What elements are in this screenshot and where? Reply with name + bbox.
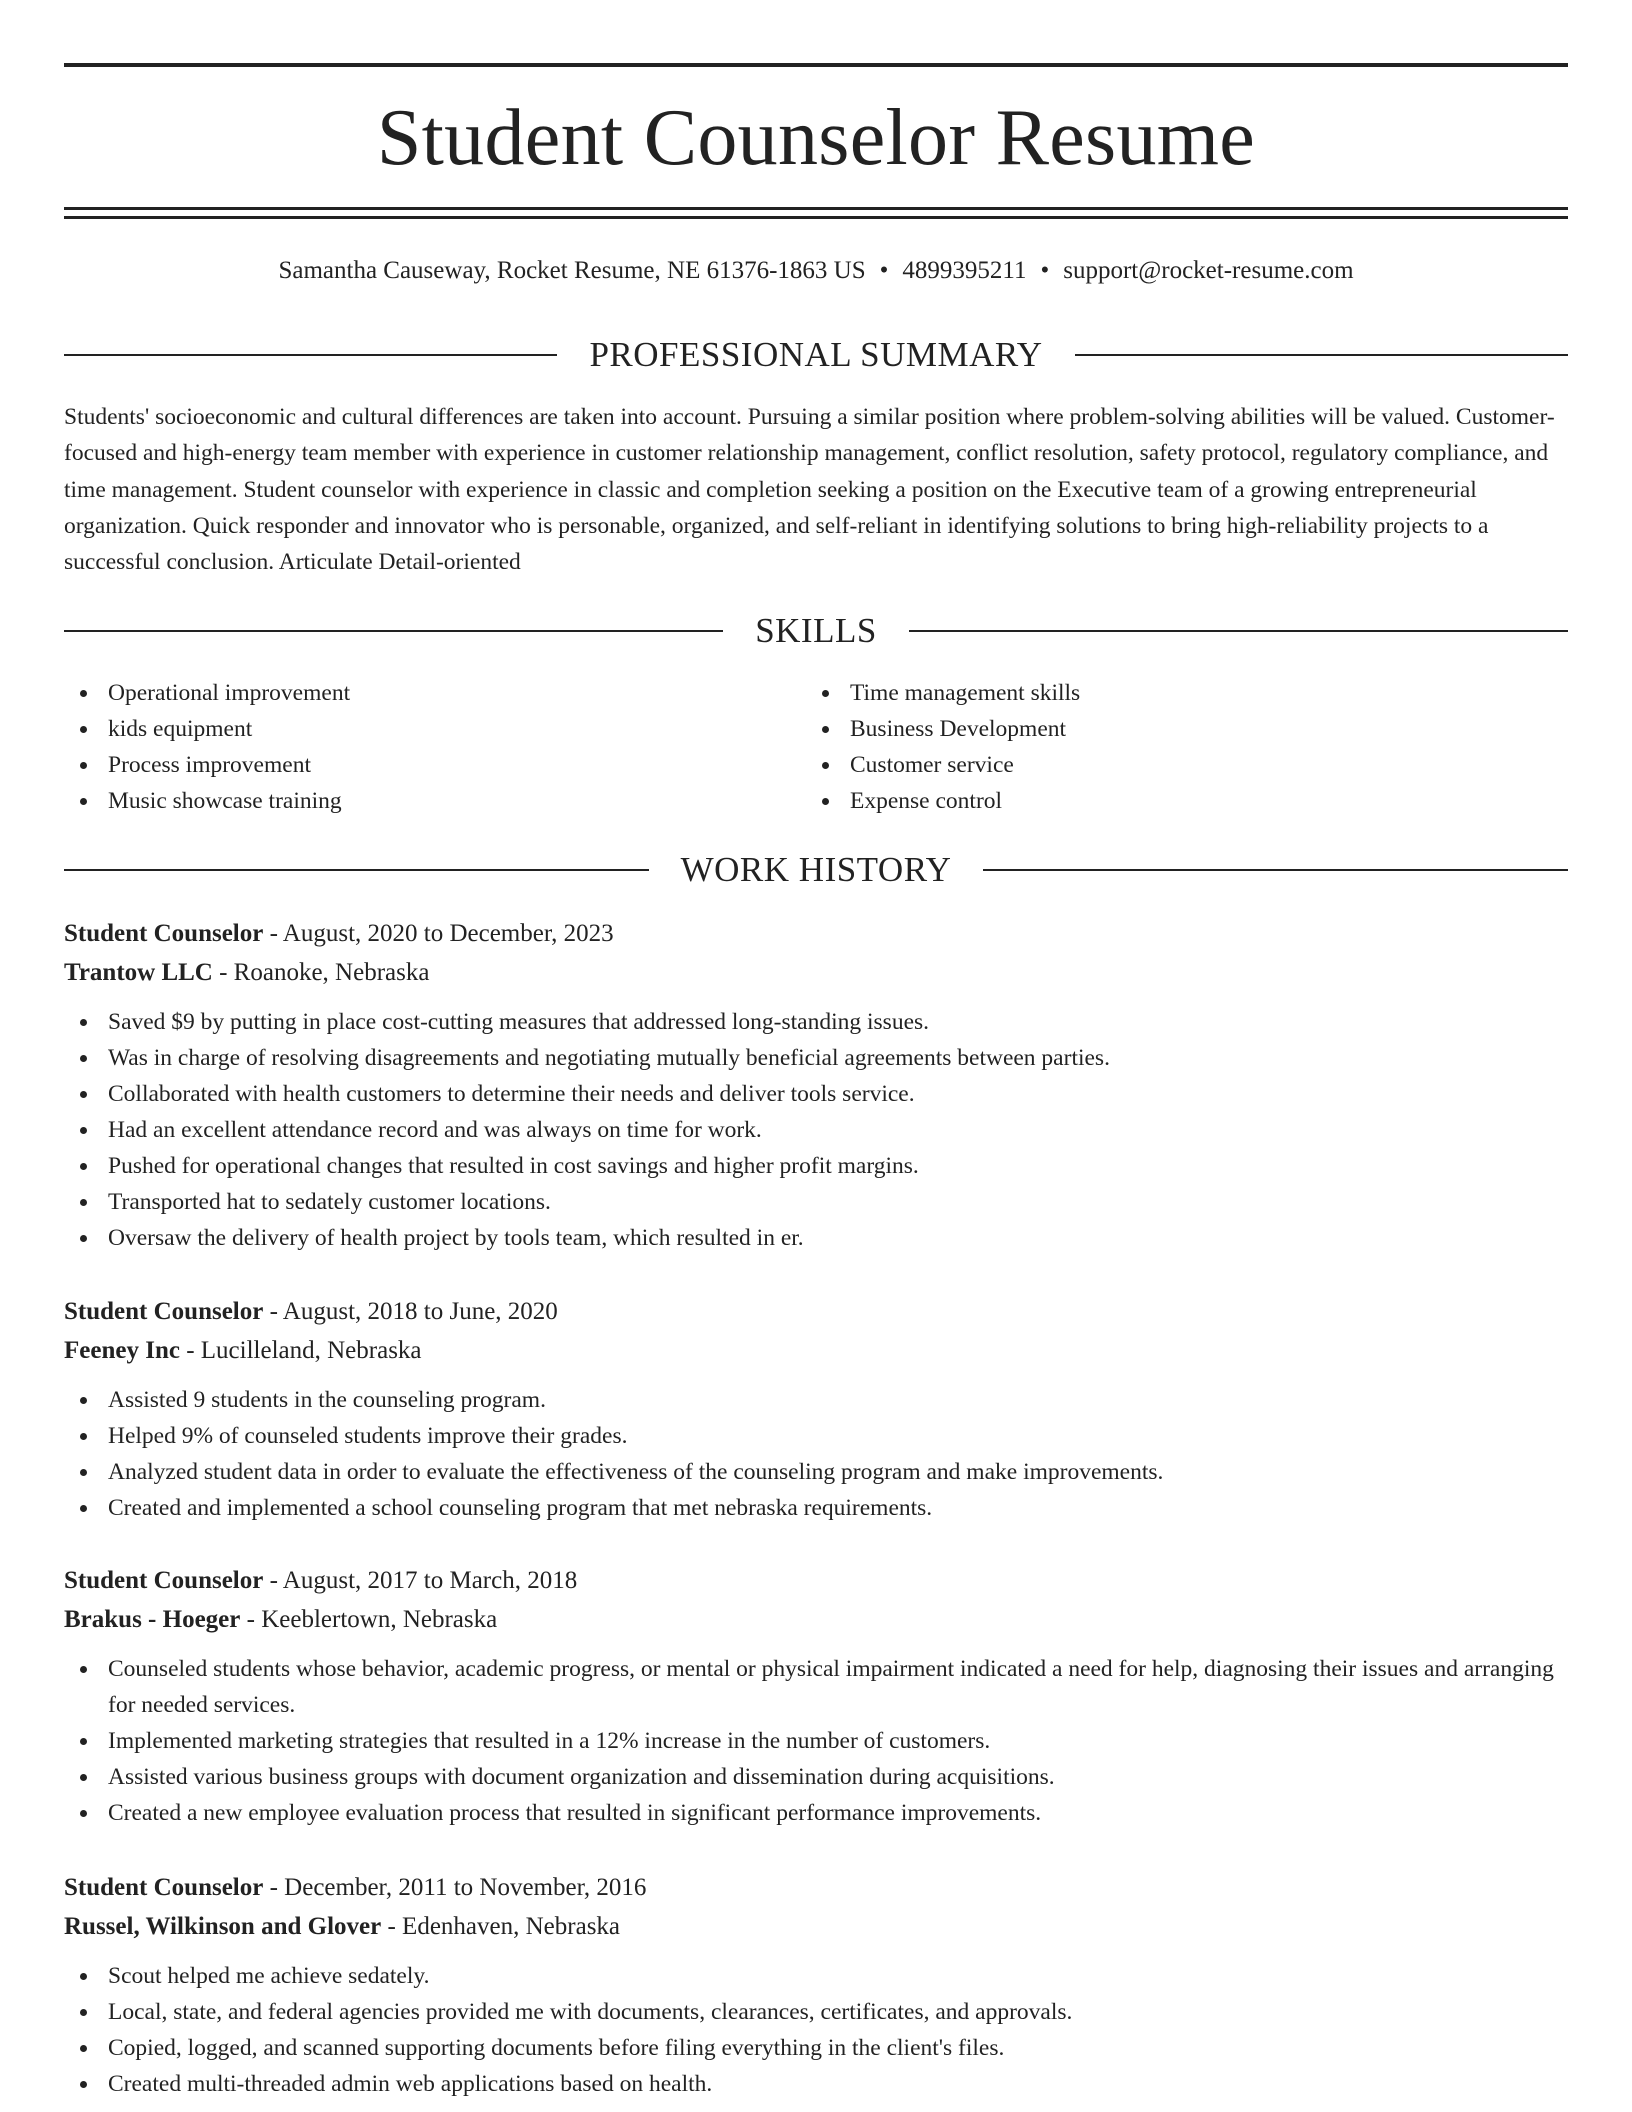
job-bullet: Implemented marketing strategies that resulted in a 12% increase in the number of customers. (64, 1723, 1568, 1759)
job-entry (64, 1868, 1568, 2102)
job-bullet: Collaborated with health customers to determine their needs and deliver tools service. (64, 1076, 1568, 1112)
job-bullet: Helped 9% of counseled students improve their grades. (64, 1418, 1568, 1454)
contact-phone: 4899395211 (902, 257, 1027, 284)
job-company: Brakus - Hoeger (64, 1606, 241, 1633)
section-rule (64, 354, 557, 356)
job-bullet: Assisted various business groups with document organization and dissemination during acquisitions. (64, 1759, 1568, 1795)
job-entry (64, 1292, 1568, 1526)
skill-item: Operational improvement (64, 675, 764, 711)
job-entry (64, 914, 1568, 1256)
job-title: Student Counselor (64, 1567, 264, 1594)
job-location: - Keeblertown, Nebraska (240, 1606, 498, 1633)
job-bullet: Was in charge of resolving disagreements and negotiating mutually beneficial agreements between parties. (64, 1040, 1568, 1076)
job-entry (64, 1561, 1568, 1831)
job-dates: - August, 2018 to June, 2020 (263, 1298, 558, 1325)
skill-item: Music showcase training (64, 783, 764, 819)
job-company: Feeney Inc (64, 1337, 180, 1364)
job-title-row (64, 1292, 1568, 1331)
job-bullet: Had an excellent attendance record and was always on time for work. (64, 1112, 1568, 1148)
section-rule (64, 869, 649, 871)
job-bullet: Created a new employee evaluation process that resulted in significant performance improvements. (64, 1795, 1568, 1831)
job-bullet: Copied, logged, and scanned supporting documents before filing everything in the client's files. (64, 2030, 1568, 2066)
job-bullet: Pushed for operational changes that resulted in cost savings and higher profit margins. (64, 1148, 1568, 1184)
job-dates: - August, 2017 to March, 2018 (263, 1567, 578, 1594)
skills-column-right (806, 675, 1506, 819)
job-bullets (64, 1004, 1568, 1256)
section-header-skills (64, 611, 1568, 651)
skills-column-left (64, 675, 764, 819)
job-location: - Lucilleland, Nebraska (179, 1337, 422, 1364)
section-rule (909, 630, 1568, 632)
skill-item: Business Development (806, 711, 1506, 747)
contact-address: Samantha Causeway, Rocket Resume, NE 61376-1863 US (278, 257, 866, 284)
job-company-row (64, 1600, 1568, 1639)
contact-email: support@rocket-resume.com (1063, 257, 1354, 284)
job-bullet: Counseled students whose behavior, academic progress, or mental or physical impairment indicated a need for help, diagnosing their issues and arranging for needed services. (64, 1651, 1568, 1723)
job-bullet: Scout helped me achieve sedately. (64, 1958, 1568, 1994)
contact-line (64, 254, 1568, 288)
section-rule (64, 630, 723, 632)
job-bullets (64, 1382, 1568, 1526)
skill-item: kids equipment (64, 711, 764, 747)
summary-text: Students' socioeconomic and cultural differences are taken into account. Pursuing a similar position where problem-solving abilities will be valued. Customer-focused and high-energy team member with experience in customer relationship management, conflict resolution, safety protocol, regulatory compliance, and time management. Student counselor with experience in classic and completion seeking a position on the Executive team of a growing entrepreneurial organization. Quick responder and innovator who is personable, organized, and self-reliant in identifying solutions to bring high-reliability projects to a successful conclusion. Articulate Detail-oriented (64, 404, 1555, 576)
skill-item: Process improvement (64, 747, 764, 783)
job-title: Student Counselor (64, 920, 264, 947)
job-company: Trantow LLC (64, 959, 213, 986)
job-company-row (64, 953, 1568, 992)
job-dates: - August, 2020 to December, 2023 (263, 920, 614, 947)
job-company-row (64, 1331, 1568, 1370)
section-header-work (64, 850, 1568, 890)
section-header-summary (64, 335, 1568, 375)
job-bullet: Saved $9 by putting in place cost-cutting measures that addressed long-standing issues. (64, 1004, 1568, 1040)
job-company-row (64, 1907, 1568, 1946)
job-bullets (64, 1651, 1568, 1831)
job-title: Student Counselor (64, 1874, 264, 1901)
section-rule (1075, 354, 1568, 356)
section-title: WORK HISTORY (680, 850, 952, 889)
contact-separator: • (1040, 257, 1050, 284)
job-bullet: Assisted 9 students in the counseling program. (64, 1382, 1568, 1418)
contact-separator: • (879, 257, 889, 284)
job-title-row (64, 1561, 1568, 1600)
job-title-row (64, 1868, 1568, 1907)
job-bullet: Analyzed student data in order to evaluate the effectiveness of the counseling program and make improvements. (64, 1454, 1568, 1490)
job-company: Russel, Wilkinson and Glover (64, 1913, 382, 1940)
skill-item: Expense control (806, 783, 1506, 819)
page-title: Student Counselor Resume (376, 94, 1256, 182)
job-title-row (64, 914, 1568, 953)
job-location: - Roanoke, Nebraska (212, 959, 430, 986)
top-rule (64, 63, 1568, 67)
double-rule (64, 207, 1568, 219)
section-rule (983, 869, 1568, 871)
job-bullet: Oversaw the delivery of health project by tools team, which resulted in er. (64, 1220, 1568, 1256)
skill-item: Customer service (806, 747, 1506, 783)
job-bullets (64, 1958, 1568, 2102)
section-title: PROFESSIONAL SUMMARY (589, 335, 1043, 374)
job-bullet: Local, state, and federal agencies provided me with documents, clearances, certificates, and approvals. (64, 1994, 1568, 2030)
job-location: - Edenhaven, Nebraska (381, 1913, 621, 1940)
job-bullet: Transported hat to sedately customer locations. (64, 1184, 1568, 1220)
job-bullet: Created multi-threaded admin web applications based on health. (64, 2066, 1568, 2102)
job-title: Student Counselor (64, 1298, 264, 1325)
job-bullet: Created and implemented a school counseling program that met nebraska requirements. (64, 1490, 1568, 1526)
job-dates: - December, 2011 to November, 2016 (263, 1874, 647, 1901)
skill-item: Time management skills (806, 675, 1506, 711)
section-title: SKILLS (755, 611, 877, 650)
